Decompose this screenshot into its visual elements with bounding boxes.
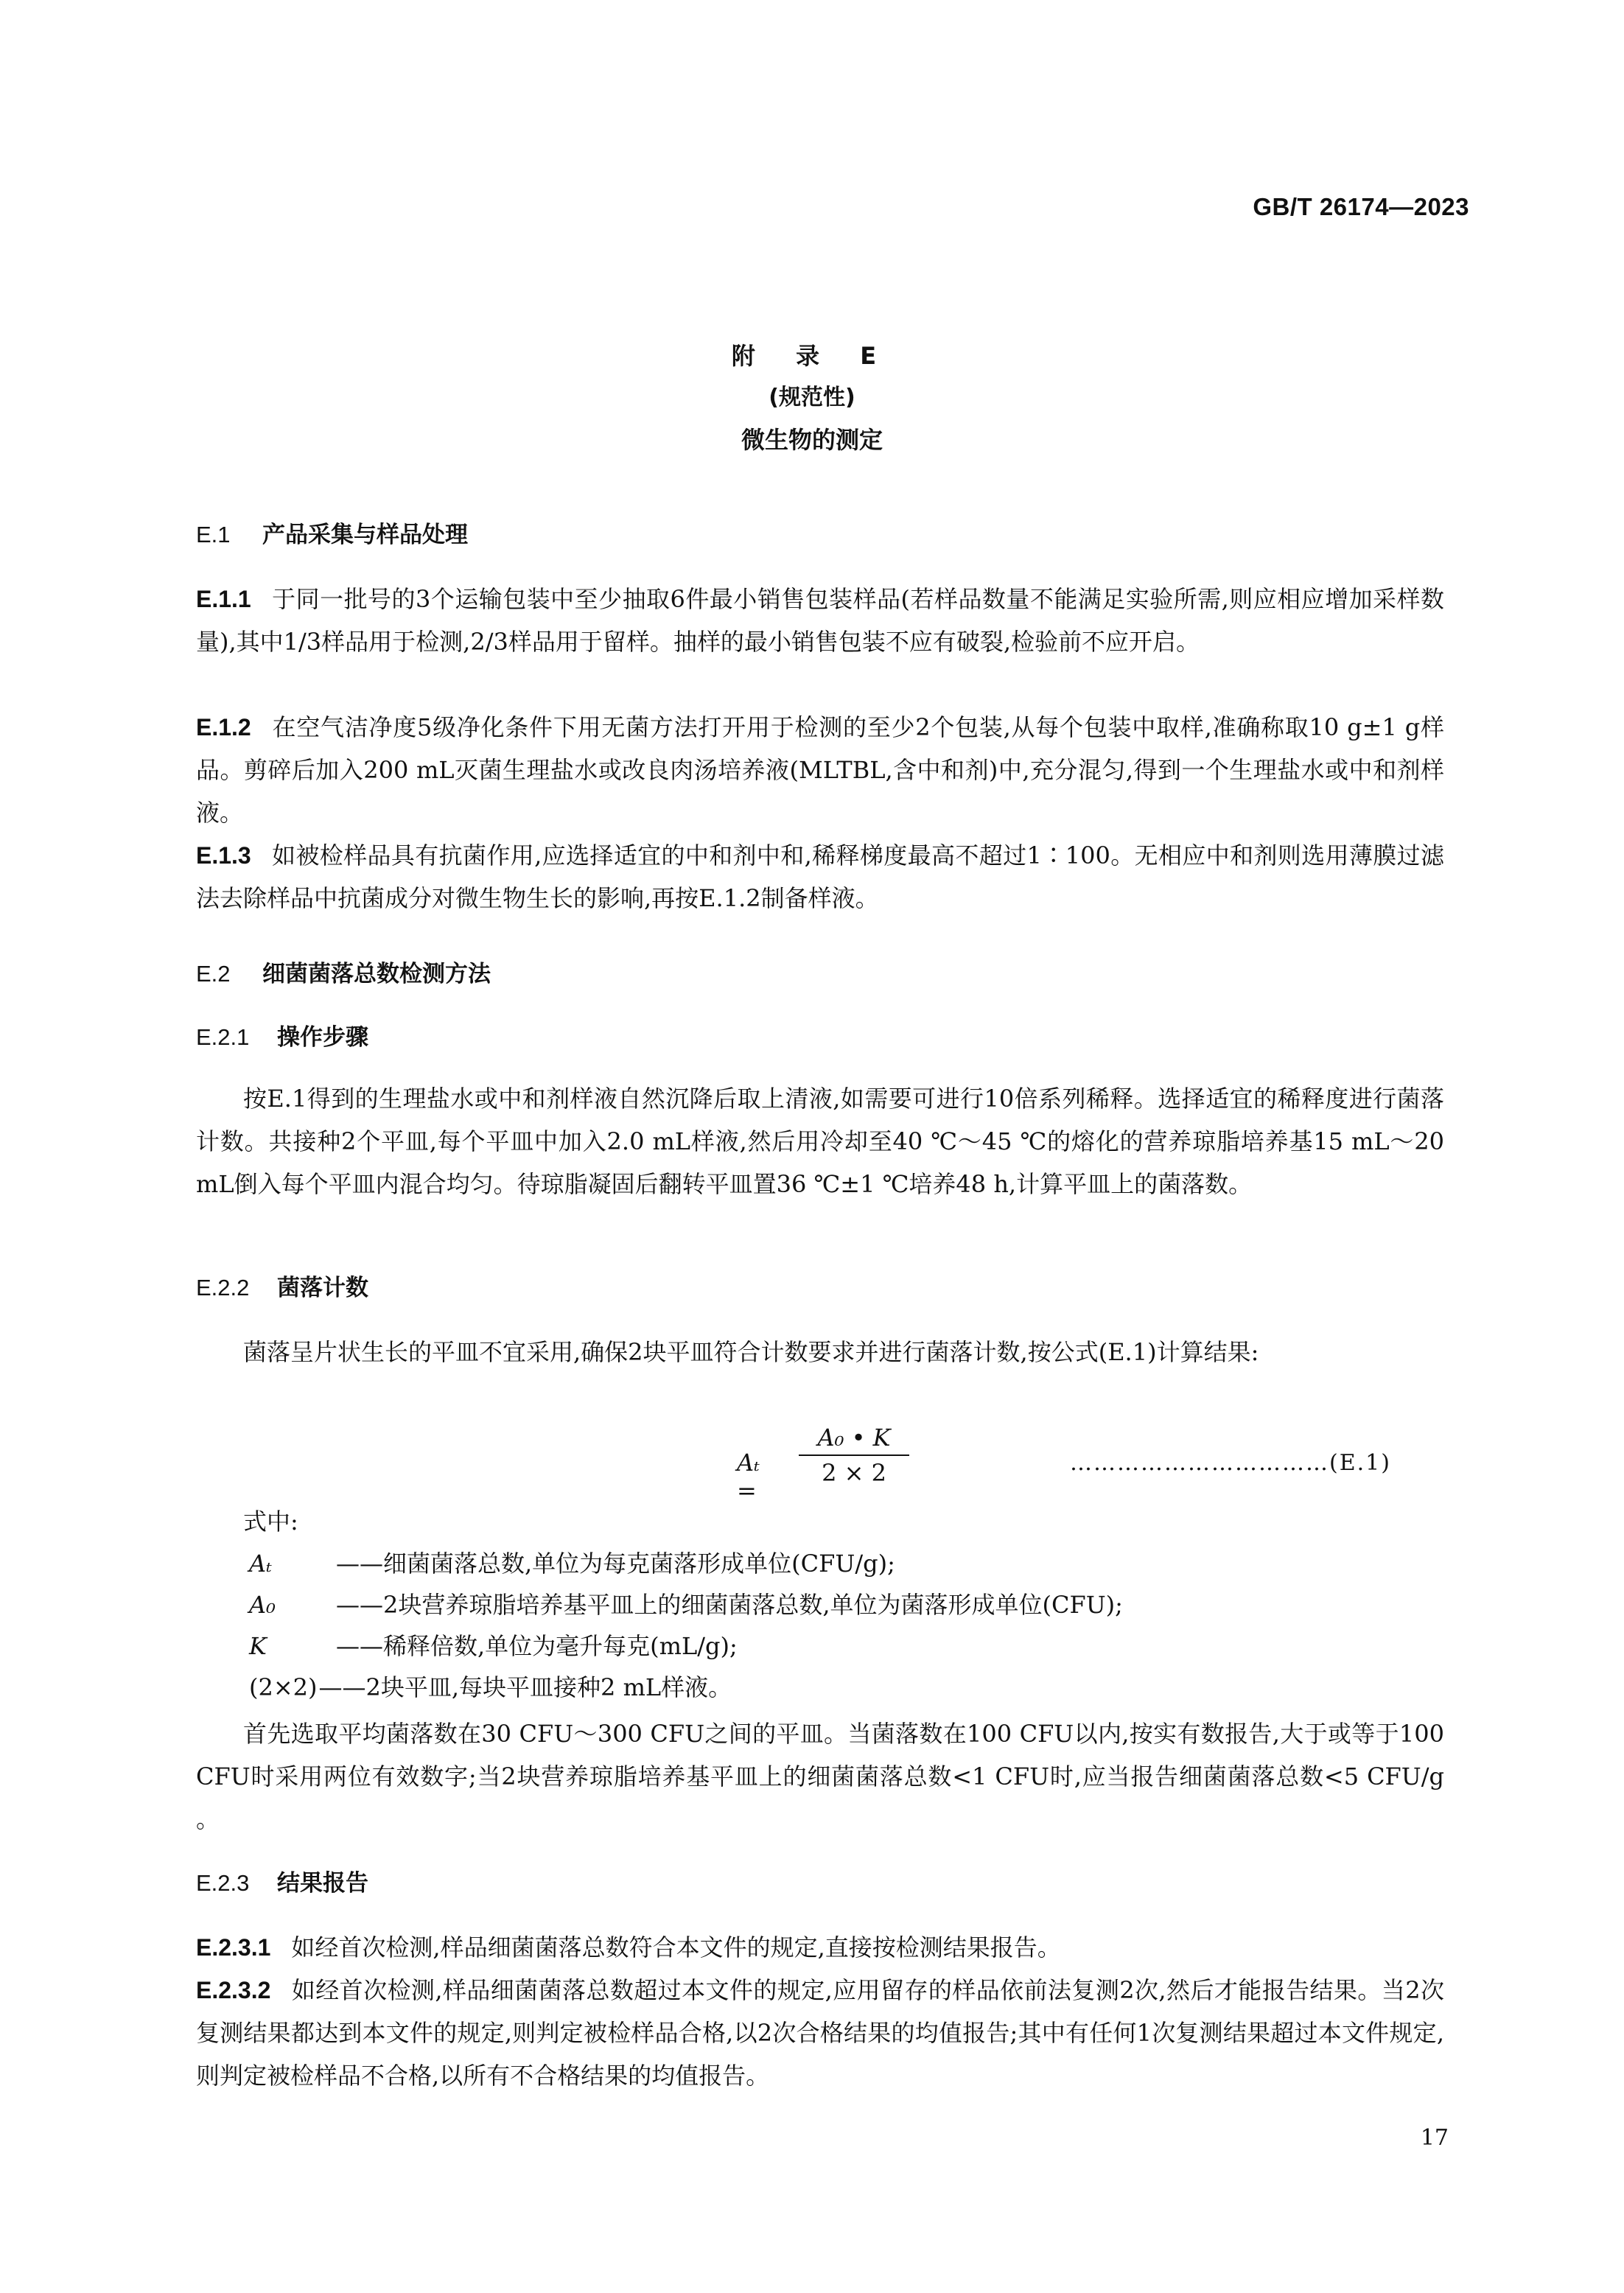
section-number: E.2.2 bbox=[196, 1275, 250, 1300]
section-heading-e2-3 bbox=[196, 1864, 368, 1897]
clause-number: E.1.2 bbox=[196, 714, 251, 741]
section-title: 结果报告 bbox=[277, 1870, 368, 1897]
paragraph-counting: 菌落呈片状生长的平皿不宜采用,确保2块平皿符合计数要求并进行菌落计数,按公式(E.1)计算结果: bbox=[243, 1338, 1259, 1366]
definition-symbol: (2×2) bbox=[249, 1673, 318, 1701]
clause-text: 如经首次检测,样品细菌菌落总数符合本文件的规定,直接按检测结果报告。 bbox=[291, 1933, 1061, 1961]
clause-e-1-3 bbox=[196, 834, 1444, 920]
definition-symbol: Aₜ bbox=[249, 1550, 272, 1578]
formula-lhs: Aₜ = bbox=[737, 1449, 760, 1505]
definition-text: ——稀释倍数,单位为毫升每克(mL/g); bbox=[336, 1632, 738, 1660]
annex-type: (规范性) bbox=[769, 385, 855, 410]
section-number: E.2 bbox=[196, 961, 231, 987]
section-title: 细菌菌落总数检测方法 bbox=[262, 961, 491, 987]
definition-text: ——2块营养琼脂培养基平皿上的细菌菌落总数,单位为菌落形成单位(CFU); bbox=[336, 1591, 1123, 1619]
definition-row bbox=[249, 1584, 1444, 1625]
section-title: 操作步骤 bbox=[277, 1024, 368, 1051]
section-heading-e1 bbox=[196, 516, 468, 549]
section-number: E.2.1 bbox=[196, 1024, 250, 1050]
formula-fraction bbox=[799, 1424, 909, 1487]
definition-text: ——2块平皿,每块平皿接种2 mL样液。 bbox=[318, 1673, 732, 1701]
section-heading-e2 bbox=[196, 955, 491, 988]
clause-number: E.1.3 bbox=[196, 842, 251, 869]
definition-row bbox=[249, 1625, 1444, 1667]
equation-number: ……………………………(E.1) bbox=[1070, 1450, 1391, 1476]
clause-number: E.2.3.2 bbox=[196, 1977, 271, 2003]
clause-number: E.1.1 bbox=[196, 586, 251, 612]
fraction-bar bbox=[799, 1454, 909, 1456]
definition-row bbox=[249, 1667, 1444, 1708]
page-number: 17 bbox=[1420, 2125, 1449, 2151]
paragraph-reporting-rule: 首先选取平均菌落数在30 CFU～300 CFU之间的平皿。当菌落数在100 CFU以内,按实有数报告,大于或等于100 CFU时采用两位有效数字;当2块营养琼脂培养基平皿上的细菌菌落总数<1 CFU时,应当报告细菌菌落总数<5 CFU/g 。 bbox=[196, 1720, 1444, 1833]
definition-symbol: A₀ bbox=[249, 1591, 276, 1619]
clause-text: 如被检样品具有抗菌作用,应选择适宜的中和剂中和,稀释梯度最高不超过1∶100。无相应中和剂则选用薄膜过滤法去除样品中抗菌成分对微生物生长的影响,再按E.1.2制备样液。 bbox=[196, 841, 1444, 912]
definition-row bbox=[249, 1543, 1444, 1584]
standard-code: GB/T 26174—2023 bbox=[1253, 193, 1469, 220]
where-label: 式中: bbox=[243, 1508, 298, 1536]
clause-e-2-3-1 bbox=[196, 1926, 1444, 1969]
clause-text: 于同一批号的3个运输包装中至少抽取6件最小销售包装样品(若样品数量不能满足实验所需,则应相应增加采样数量),其中1/3样品用于检测,2/3样品用于留样。抽样的最小销售包装不应有破裂,检验前不应开启。 bbox=[196, 585, 1444, 656]
formula-denominator: 2 × 2 bbox=[822, 1459, 886, 1487]
paragraph-procedure: 按E.1得到的生理盐水或中和剂样液自然沉降后取上清液,如需要可进行10倍系列稀释。选择适宜的稀释度进行菌落计数。共接种2个平皿,每个平皿中加入2.0 mL样液,然后用冷却至40 ℃～45 ℃的熔化的营养琼脂培养基15 mL～20 mL倒入每个平皿内混合均匀。待琼脂凝固后翻转平皿置36 ℃±1 ℃培养48 h,计算平皿上的菌落数。 bbox=[196, 1085, 1444, 1198]
section-title: 产品采集与样品处理 bbox=[262, 522, 468, 548]
section-heading-e2-2 bbox=[196, 1269, 368, 1302]
clause-e-1-1 bbox=[196, 578, 1444, 663]
section-title: 菌落计数 bbox=[277, 1275, 368, 1301]
section-number: E.2.3 bbox=[196, 1870, 250, 1896]
section-heading-e2-1 bbox=[196, 1018, 368, 1051]
symbol-definitions bbox=[249, 1543, 1444, 1708]
clause-text: 如经首次检测,样品细菌菌落总数超过本文件的规定,应用留存的样品依前法复测2次,然后才能报告结果。当2次复测结果都达到本文件的规定,则判定被检样品合格,以2次合格结果的均值报告;其中有任何1次复测结果超过本文件规定,则判定被检样品不合格,以所有不合格结果的均值报告。 bbox=[196, 1976, 1444, 2090]
definition-text: ——细菌菌落总数,单位为每克菌落形成单位(CFU/g); bbox=[336, 1550, 895, 1578]
clause-text: 在空气洁净度5级净化条件下用无菌方法打开用于检测的至少2个包装,从每个包装中取样,准确称取10 g±1 g样品。剪碎后加入200 mL灭菌生理盐水或改良肉汤培养液(MLTBL,含中和剂)中,充分混匀,得到一个生理盐水或中和剂样液。 bbox=[196, 713, 1444, 827]
annex-title: 微生物的测定 bbox=[741, 426, 883, 454]
clause-e-1-2 bbox=[196, 706, 1444, 834]
formula-numerator: A₀ • K bbox=[817, 1424, 891, 1452]
annex-label: 附 录 E bbox=[731, 342, 893, 370]
clause-e-2-3-2 bbox=[196, 1969, 1444, 2097]
definition-symbol: K bbox=[249, 1632, 267, 1660]
section-number: E.1 bbox=[196, 522, 231, 547]
clause-number: E.2.3.1 bbox=[196, 1934, 271, 1961]
